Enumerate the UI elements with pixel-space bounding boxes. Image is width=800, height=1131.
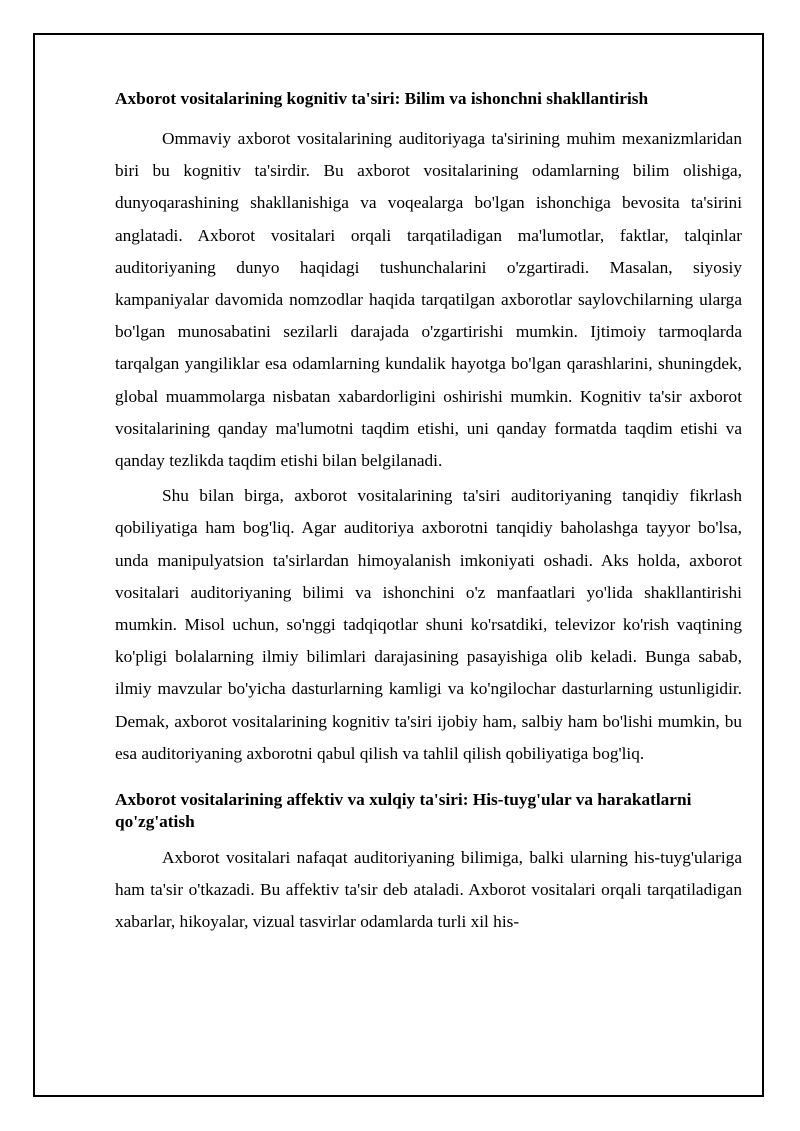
section-heading-cognitive: Axborot vositalarining kognitiv ta'siri: Bilim va ishonchni shakllantirish	[115, 89, 649, 108]
paragraph-affective-1: Axborot vositalari nafaqat auditoriyaning bilimiga, balki ularning his-tuyg'ulariga ham ta'sir o'tkazadi. Bu affektiv ta'sir deb ataladi. Axborot vositalari orqali tarqatiladigan xabarlar, hikoyalar, vizual tasvirlar odamlarda turli xil his-	[115, 848, 742, 932]
section-heading-affective: Axborot vositalarining affektiv va xulqiy ta'siri: His-tuyg'ular va harakatlarni qo'zg'atish	[115, 790, 692, 832]
document-body	[115, 84, 742, 939]
paragraph-cognitive-1: Ommaviy axborot vositalarining auditoriyaga ta'sirining muhim mexanizmlaridan biri bu kognitiv ta'sirdir. Bu axborot vositalarining odamlarning bilim olishiga, dunyoqarashining shakllanishiga va voqealarga bo'lgan ishonchiga bevosita ta'sirini anglatadi. Axborot vositalari orqali tarqatiladigan ma'lumotlar, faktlar, talqinlar auditoriyaning dunyo haqidagi tushunchalarini o'zgartiradi. Masalan, siyosiy kampaniyalar davomida nomzodlar haqida tarqatilgan axborotlar saylovchilarning ularga bo'lgan munosabatini sezilarli darajada o'zgartirishi mumkin. Ijtimoiy tarmoqlarda tarqalgan yangiliklar esa odamlarning kundalik hayotga bo'lgan qarashlarini, shuningdek, global muammolarga nisbatan xabardorligini oshirishi mumkin. Kognitiv ta'sir axborot vositalarining qanday ma'lumotni taqdim etishi, uni qanday formatda taqdim etishi va qanday tezlikda taqdim etishi bilan belgilanadi.	[115, 129, 742, 471]
paragraph-cognitive-2: Shu bilan birga, axborot vositalarining ta'siri auditoriyaning tanqidiy fikrlash qobiliyatiga ham bog'liq. Agar auditoriya axborotni tanqidiy baholashga tayyor bo'lsa, unda manipulyatsion ta'sirlardan himoyalanish imkoniyati oshadi. Aks holda, axborot vositalari auditoriyaning bilimi va ishonchini o'z manfaatlari yo'lida shakllantirishi mumkin. Misol uchun, so'nggi tadqiqotlar shuni ko'rsatdiki, televizor ko'rish vaqtining ko'pligi bolalarning ilmiy bilimlari darajasining pasayishiga olib keladi. Bunga sabab, ilmiy mavzular bo'yicha dasturlarning kamligi va ko'ngilochar dasturlarning ustunligidir. Demak, axborot vositalarining kognitiv ta'siri ijobiy ham, salbiy ham bo'lishi mumkin, bu esa auditoriyaning axborotni qabul qilish va tahlil qilish qobiliyatiga bog'liq.	[115, 486, 742, 763]
